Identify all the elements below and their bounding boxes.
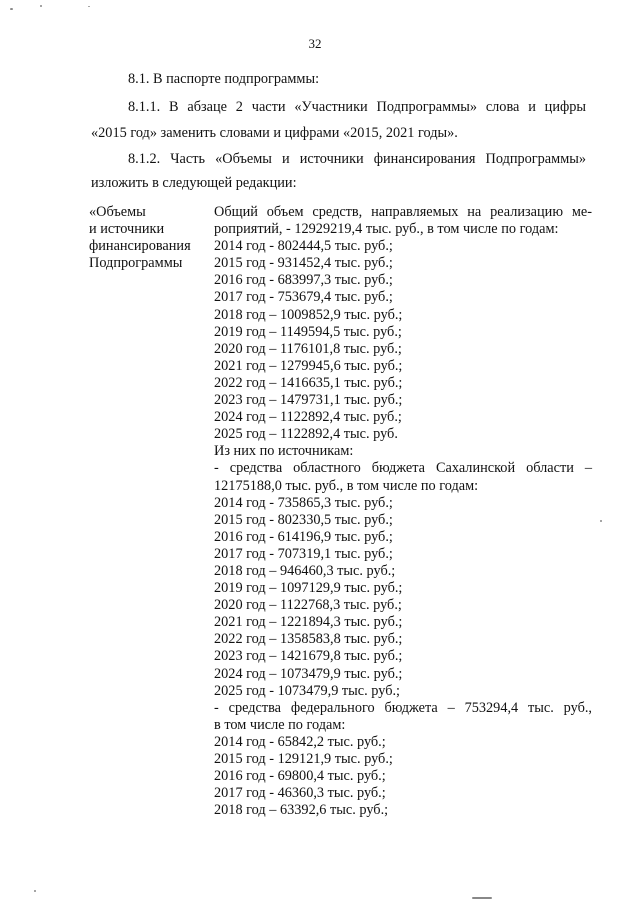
regional-year-item: 2020 год – 1122768,3 тыс. руб.; [214,597,402,614]
total-year-item: 2019 год – 1149594,5 тыс. руб.; [214,323,402,340]
scan-speck [10,8,13,10]
scan-speck [40,5,42,7]
regional-year-item: 2014 год - 735865,3 тыс. руб.; [214,494,393,511]
total-year-item: 2015 год - 931452,4 тыс. руб.; [214,255,393,272]
federal-year-item: 2018 год – 63392,6 тыс. руб.; [214,802,389,819]
total-funding-line-2: роприятий, - 12929219,4 тыс. руб., в том числе по годам: [214,221,559,238]
scan-speck [88,6,90,7]
regional-year-item: 2021 год – 1221894,3 тыс. руб.; [214,614,403,631]
section-label-line: «Объемы [89,204,146,220]
regional-year-item: 2023 год – 1421679,8 тыс. руб.; [214,648,403,665]
regional-year-item: 2024 год – 1073479,9 тыс. руб.; [214,665,403,682]
total-year-item: 2018 год – 1009852,9 тыс. руб.; [214,306,403,323]
paragraph-8-1: 8.1. В паспорте подпрограммы: [128,71,320,87]
total-year-item: 2016 год - 683997,3 тыс. руб.; [214,272,393,289]
section-label-line: Подпрограммы [89,255,183,271]
federal-budget-line-2: в том числе по годам: [214,716,346,733]
regional-budget-line-1: - средства областного бюджета Сахалинской области – [214,460,592,477]
federal-year-item: 2014 год - 65842,2 тыс. руб.; [214,733,386,750]
paragraph-8-1-2-line-2: изложить в следующей редакции: [91,175,297,191]
regional-year-item: 2019 год – 1097129,9 тыс. руб.; [214,580,403,597]
regional-year-item: 2018 год – 946460,3 тыс. руб.; [214,562,396,579]
total-year-item: 2024 год – 1122892,4 тыс. руб.; [214,409,402,426]
funding-details-column [214,204,592,819]
total-year-item: 2017 год - 753679,4 тыс. руб.; [214,289,393,306]
regional-budget-line-2: 12175188,0 тыс. руб., в том числе по годам: [214,477,479,494]
regional-year-item: 2025 год - 1073479,9 тыс. руб.; [214,682,401,699]
section-label-column [89,204,209,272]
section-label-line: и источники [89,221,165,237]
federal-year-item: 2017 год - 46360,3 тыс. руб.; [214,785,386,802]
sources-heading: Из них по источникам: [214,443,354,460]
total-year-item: 2021 год – 1279945,6 тыс. руб.; [214,357,403,374]
paragraph-8-1-2-line-1: 8.1.2. Часть «Объемы и источники финансирования Подпрограммы» [128,151,586,167]
federal-year-item: 2016 год - 69800,4 тыс. руб.; [214,768,386,785]
regional-year-item: 2016 год - 614196,9 тыс. руб.; [214,528,393,545]
regional-year-item: 2015 год - 802330,5 тыс. руб.; [214,511,393,528]
page-number: 32 [308,36,322,51]
total-year-item: 2022 год – 1416635,1 тыс. руб.; [214,374,403,391]
paragraph-8-1-1-line-1: 8.1.1. В абзаце 2 части «Участники Подпрограммы» слова и цифры [128,99,586,115]
regional-year-item: 2022 год – 1358583,8 тыс. руб.; [214,631,403,648]
total-year-item: 2025 год – 1122892,4 тыс. руб. [214,426,398,443]
regional-years-list [214,495,592,700]
federal-years-list [214,734,592,819]
federal-year-item: 2015 год - 129121,9 тыс. руб.; [214,751,393,767]
total-year-item: 2020 год – 1176101,8 тыс. руб.; [214,340,402,357]
federal-budget-line-1: - средства федерального бюджета – 753294,4 тыс. руб., [214,699,592,716]
paragraph-8-1-1-line-2: «2015 год» заменить словами и цифрами «2015, 2021 годы». [91,125,458,141]
scan-speck [472,897,492,899]
scan-speck [34,890,36,892]
total-year-item: 2014 год - 802444,5 тыс. руб.; [214,238,393,255]
regional-year-item: 2017 год - 707319,1 тыс. руб.; [214,545,393,562]
scan-speck [600,520,602,522]
total-years-list [214,238,592,443]
total-year-item: 2023 год – 1479731,1 тыс. руб.; [214,392,403,409]
total-funding-line-1: Общий объем средств, направляемых на реализацию ме- [214,204,592,220]
section-label-line: финансирования [89,238,191,254]
